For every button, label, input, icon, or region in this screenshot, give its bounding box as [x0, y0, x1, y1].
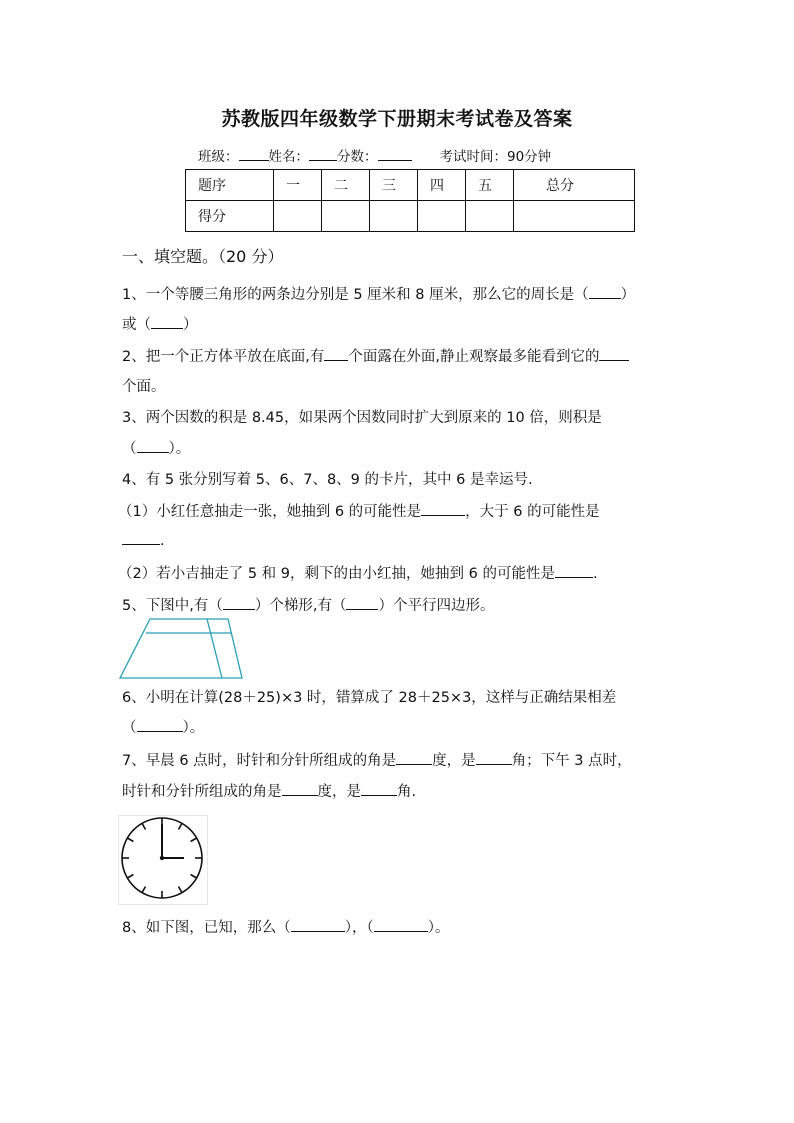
- score-label: 分数：: [337, 149, 378, 165]
- score-table-header-cell: 二: [322, 170, 370, 201]
- score-table-header-cell: 总分: [514, 170, 635, 201]
- q7-text-2-end: 角.: [397, 784, 417, 800]
- name-blank[interactable]: [309, 146, 337, 161]
- q2-blank-1[interactable]: [324, 346, 348, 361]
- student-info-line: [198, 145, 551, 165]
- q5-blank-1[interactable]: [223, 595, 255, 610]
- question-8: [122, 916, 449, 937]
- q7-text-2: 时针和分针所组成的角是: [122, 784, 282, 800]
- score-table-header-cell: 题序: [186, 170, 274, 201]
- q8-blank-2[interactable]: [374, 917, 428, 932]
- question-5: [122, 594, 494, 615]
- score-cell[interactable]: [274, 201, 322, 232]
- q8-text: 8、如下图，已知，那么（: [122, 920, 291, 936]
- class-label: 班级：: [198, 149, 239, 165]
- clock-face-figure: [118, 815, 208, 905]
- q4-1-blank-2[interactable]: [122, 530, 160, 545]
- score-row-label: 得分: [186, 201, 274, 232]
- q7-text-mid-2: 角；下午 3 点时，: [511, 753, 632, 769]
- question-4-part-2: [118, 562, 598, 583]
- score-cell[interactable]: [466, 201, 514, 232]
- q4-2-text: （2）若小吉抽走了 5 和 9，剩下的由小红抽，她抽到 6 的可能性是: [118, 566, 555, 582]
- q4-1-text-mid: ，大于 6 的可能性是: [465, 504, 600, 520]
- q8-text-end: ）。: [427, 920, 450, 936]
- q8-blank-1[interactable]: [291, 917, 345, 932]
- q4-2-blank[interactable]: [555, 563, 593, 578]
- q4-2-text-end: .: [592, 566, 598, 582]
- score-table-header-cell: 五: [466, 170, 514, 201]
- clock-center: [160, 856, 164, 860]
- exam-time: 考试时间：90分钟: [439, 149, 552, 165]
- question-4-part-1: [118, 500, 600, 521]
- score-cell[interactable]: [322, 201, 370, 232]
- question-6: 6、小明在计算(28＋25)×3 时，错算成了 28＋25×3，这样与正确结果相差: [122, 690, 617, 706]
- score-table: [185, 169, 635, 232]
- clock-tick: [127, 838, 133, 842]
- q1-text-2-end: ）: [183, 317, 198, 333]
- score-cell[interactable]: [514, 201, 635, 232]
- q2-text-mid: 个面露在外面,静止观察最多能看到它的: [348, 349, 600, 365]
- q7-blank-1[interactable]: [396, 750, 432, 765]
- q3-text-end: ）。: [168, 441, 191, 457]
- q5-text-end: ）个平行四边形。: [378, 598, 495, 614]
- q5-text-mid: ）个梯形,有（: [254, 598, 347, 614]
- score-table-header-cell: 一: [274, 170, 322, 201]
- q1-text: 1、一个等腰三角形的两条边分别是 5 厘米和 8 厘米，那么它的周长是（: [122, 287, 589, 303]
- q3-text: （: [122, 441, 137, 457]
- question-1: [122, 283, 635, 304]
- question-1-cont: [122, 313, 198, 334]
- score-table-header-row: [186, 170, 635, 201]
- q7-blank-3[interactable]: [282, 781, 318, 796]
- q2-text: 2、把一个正方体平放在底面,有: [122, 349, 325, 365]
- clock-tick: [142, 887, 146, 893]
- clock-tick: [191, 875, 197, 879]
- q8-text-mid: ），（: [344, 920, 374, 936]
- name-label: 姓名：: [268, 149, 309, 165]
- q7-text-mid: 度，是: [432, 753, 476, 769]
- q3-blank[interactable]: [137, 438, 169, 453]
- score-table-header-cell: 三: [370, 170, 418, 201]
- clock-tick: [191, 838, 197, 842]
- class-blank[interactable]: [239, 146, 269, 161]
- question-4-part-1-cont: [122, 530, 165, 549]
- score-cell[interactable]: [370, 201, 418, 232]
- q5-text: 5、下图中,有（: [122, 598, 223, 614]
- q7-blank-2[interactable]: [476, 750, 512, 765]
- q4-1-blank-1[interactable]: [421, 501, 465, 516]
- q4-1-text: （1）小红任意抽走一张，她抽到 6 的可能性是: [118, 504, 422, 520]
- question-6-cont: [122, 716, 204, 737]
- trapezoid-figure: [118, 616, 246, 682]
- q7-text: 7、早晨 6 点时，时针和分针所组成的角是: [122, 753, 397, 769]
- question-7: [122, 749, 632, 770]
- question-3: 3、两个因数的积是 8.45，如果两个因数同时扩大到原来的 10 倍，则积是: [122, 410, 602, 426]
- q7-text-2-mid: 度，是: [317, 784, 361, 800]
- q6-blank[interactable]: [137, 717, 183, 732]
- question-4: 4、有 5 张分别写着 5、6、7、8、9 的卡片，其中 6 是幸运号.: [122, 472, 533, 488]
- score-blank[interactable]: [378, 146, 412, 161]
- q1-text-end: ）: [620, 287, 636, 303]
- q4-1-text-end: .: [160, 533, 165, 549]
- clock-tick: [142, 823, 146, 829]
- q7-blank-4[interactable]: [361, 781, 397, 796]
- clock-tick: [127, 875, 133, 879]
- question-2-cont: 个面。: [122, 379, 166, 395]
- question-3-cont: [122, 437, 190, 458]
- section-heading: 一、填空题。（20 分）: [122, 247, 284, 266]
- question-2: [122, 345, 629, 366]
- exam-title: 苏教版四年级数学下册期末考试卷及答案: [221, 108, 573, 130]
- q1-blank-1[interactable]: [589, 284, 621, 299]
- score-table-score-row: [186, 201, 635, 232]
- trapezoid-outline: [120, 619, 242, 678]
- q6-text-end: ）。: [182, 720, 205, 736]
- q5-blank-2[interactable]: [346, 595, 378, 610]
- clock-tick: [179, 823, 183, 829]
- q2-blank-2[interactable]: [599, 346, 629, 361]
- q1-text-2: 或（: [122, 317, 151, 333]
- question-7-cont: [122, 780, 416, 801]
- clock-tick: [179, 887, 183, 893]
- q1-blank-2[interactable]: [151, 314, 183, 329]
- q6-text: （: [122, 720, 137, 736]
- score-cell[interactable]: [418, 201, 466, 232]
- parallelogram-side-line: [207, 619, 222, 678]
- score-table-header-cell: 四: [418, 170, 466, 201]
